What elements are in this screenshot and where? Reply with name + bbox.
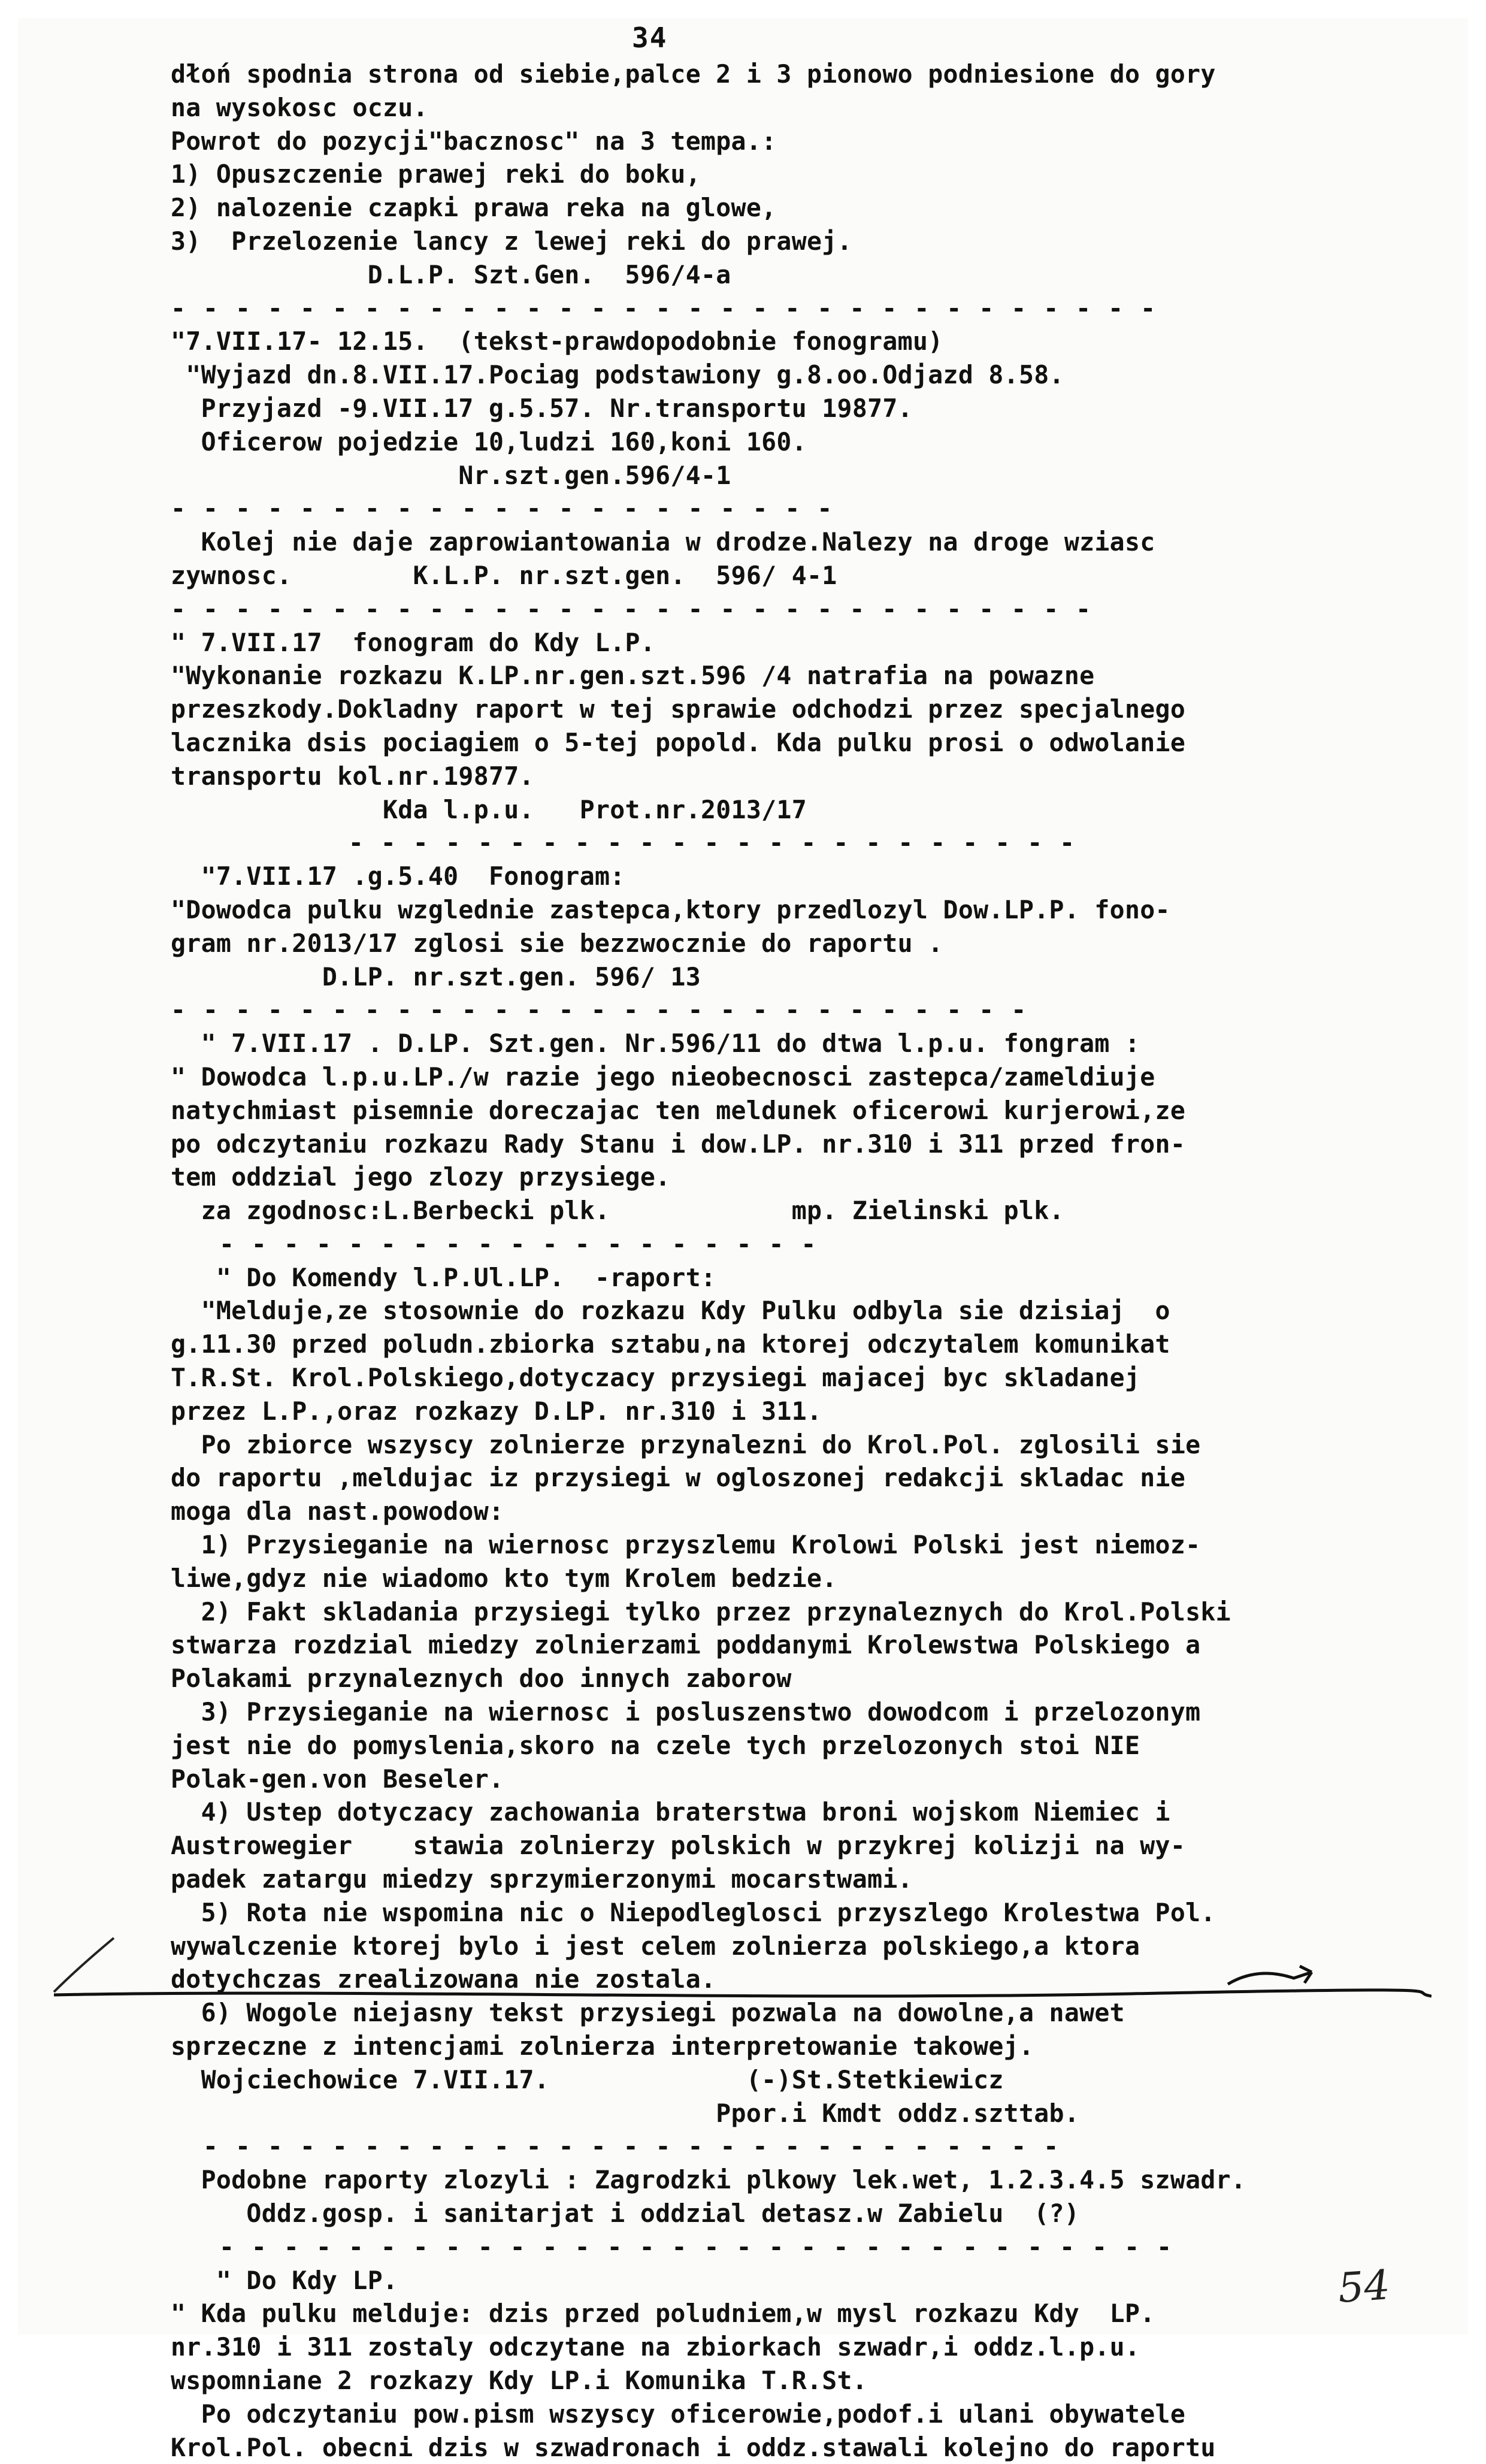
separator-dashes: - - - - - - - - - - - - - - - - - - - - - - - - - - - - - (171, 594, 1092, 624)
text-line: za zgodnosc:L.Berbecki plk. mp. Zielinski plk. (171, 1196, 1064, 1226)
separator-dashes: - - - - - - - - - - - - - - - - - - - - - (171, 494, 834, 524)
text-line: sprzeczne z intencjami zolnierza interpretowanie takowej. (171, 2031, 1034, 2061)
text-line: liwe,gdyz nie wiadomo kto tym Krolem bedzie. (171, 1563, 837, 1593)
text-line: lacznika dsis pociagiem o 5-tej popold. Kda pulku prosi o odwolanie (171, 727, 1186, 757)
text-line: na wysokosc oczu. (171, 92, 428, 122)
text-line: " 7.VII.17 fonogram do Kdy L.P. (171, 627, 656, 657)
text-line: Oddz.gosp. i sanitarjat i oddzial detasz.w Zabielu (?) (171, 2199, 1080, 2228)
page-number: 34 (632, 22, 668, 54)
text-line: jest nie do pomyslenia,skoro na czele tych przelozonych stoi NIE (171, 1730, 1140, 1760)
text-line: D.L.P. Szt.Gen. 596/4-a (171, 259, 731, 289)
text-line: przeszkody.Dokladny raport w tej sprawie odchodzi przez specjalnego (171, 694, 1186, 724)
separator-dashes: - - - - - - - - - - - - - - - - - - - - - - - - - - - (171, 2132, 1060, 2161)
text-line: moga dla nast.powodow: (171, 1496, 504, 1526)
text-line: " 7.VII.17 . D.LP. Szt.gen. Nr.596/11 do dtwa l.p.u. fongram : (171, 1029, 1140, 1059)
text-line: natychmiast pisemnie doreczajac ten meldunek oficerowi kurjerowi,ze (171, 1095, 1186, 1125)
text-line: Po odczytaniu pow.pism wszyscy oficerowie,podof.i ulani obywatele (171, 2399, 1186, 2429)
text-line: 3) Przelozenie lancy z lewej reki do prawej. (171, 226, 852, 256)
text-line: padek zatargu miedzy sprzymierzonymi mocarstwami. (171, 1864, 913, 1894)
text-line: Austrowegier stawia zolnierzy polskich w przykrej kolizji na wy- (171, 1831, 1186, 1861)
text-line: " Do Kdy LP. (171, 2265, 398, 2295)
text-line: g.11.30 przed poludn.zbiorka sztabu,na ktorej odczytalem komunikat (171, 1329, 1170, 1359)
text-line: wspomniane 2 rozkazy Kdy LP.i Komunika T.R.St. (171, 2365, 868, 2395)
separator-dashes: - - - - - - - - - - - - - - - - - - - - - - - - - - - - - - - (171, 293, 1157, 323)
text-line: Polakami przynaleznych doo innych zaborow (171, 1664, 792, 1694)
text-line: przez L.P.,oraz rozkazy D.LP. nr.310 i 311. (171, 1396, 822, 1426)
text-line: Krol.Pol. obecni dzis w szwadronach i oddz.stawali kolejno do raportu (171, 2432, 1216, 2462)
text-line: do raportu ,meldujac iz przysiegi w ogloszonej redakcji skladac nie (171, 1463, 1186, 1493)
text-line: "Wyjazd dn.8.VII.17.Pociag podstawiony g.8.oo.Odjazd 8.58. (171, 360, 1064, 390)
text-line: Ppor.i Kmdt oddz.szttab. (171, 2098, 1080, 2128)
text-line: 1) Przysieganie na wiernosc przyszlemu Krolowi Polski jest niemoz- (171, 1530, 1201, 1560)
text-line: Podobne raporty zlozyli : Zagrodzki plkowy lek.wet, 1.2.3.4.5 szwadr. (171, 2165, 1246, 2195)
text-line: zywnosc. K.L.P. nr.szt.gen. 596/ 4-1 (171, 560, 837, 590)
text-line: 3) Przysieganie na wiernosc i posluszenstwo dowodcom i przelozonym (171, 1697, 1201, 1727)
text-line: Przyjazd -9.VII.17 g.5.57. Nr.transportu 19877. (171, 393, 913, 423)
typewritten-text (171, 58, 1458, 2464)
handwritten-arrow-mark (1222, 1954, 1324, 2002)
text-line: dłoń spodnia strona od siebie,palce 2 i 3 pionowo podniesione do gory (171, 59, 1216, 89)
text-line: " Kda pulku melduje: dzis przed poludniem,w mysl rozkazu Kdy LP. (171, 2299, 1155, 2329)
text-line: " Do Komendy l.P.Ul.LP. -raport: (171, 1262, 716, 1292)
separator-dashes: - - - - - - - - - - - - - - - - - - - (171, 1229, 818, 1259)
text-line: nr.310 i 311 zostaly odczytane na zbiorkach szwadr,i oddz.l.p.u. (171, 2332, 1140, 2362)
text-line: transportu kol.nr.19877. (171, 761, 534, 791)
separator-dashes: - - - - - - - - - - - - - - - - - - - - - - - - - - - (171, 995, 1028, 1025)
text-line: stwarza rozdzial miedzy zolnierzami poddanymi Krolewstwa Polskiego a (171, 1630, 1201, 1660)
text-line: "Wykonanie rozkazu K.LP.nr.gen.szt.596 /4 natrafia na powazne (171, 661, 1095, 691)
text-line: "Melduje,ze stosownie do rozkazu Kdy Pulku odbyla sie dzisiaj o (171, 1296, 1170, 1326)
text-line: Polak-gen.von Beseler. (171, 1764, 504, 1794)
text-line: Powrot do pozycji"bacznosc" na 3 tempa.: (171, 126, 777, 156)
text-line: Kolej nie daje zaprowiantowania w drodze.Nalezy na droge wziasc (171, 527, 1155, 557)
handwritten-page-number: 54 (1336, 2262, 1392, 2312)
separator-dashes: - - - - - - - - - - - - - - - - - - - - - - - - - - - - - - (171, 2232, 1173, 2262)
text-line: gram nr.2013/17 zglosi sie bezzwocznie do raportu . (171, 928, 943, 958)
text-line: Wojciechowice 7.VII.17. (-)St.Stetkiewicz (171, 2064, 1004, 2094)
text-line: T.R.St. Krol.Polskiego,dotyczacy przysiegi majacej byc skladanej (171, 1363, 1140, 1393)
text-line: Po zbiorce wszyscy zolnierze przynalezni do Krol.Pol. zglosili sie (171, 1429, 1201, 1459)
text-line: "7.VII.17- 12.15. (tekst-prawdopodobnie fonogramu) (171, 326, 943, 356)
text-line: 2) nalozenie czapki prawa reka na glowe, (171, 193, 777, 223)
text-line: 4) Ustep dotyczacy zachowania braterstwa broni wojskom Niemiec i (171, 1797, 1170, 1827)
text-line: tem oddzial jego zlozy przysiege. (171, 1162, 671, 1192)
text-line: 2) Fakt skladania przysiegi tylko przez przynaleznych do Krol.Polski (171, 1597, 1231, 1626)
text-line: Nr.szt.gen.596/4-1 (171, 460, 731, 490)
text-line: Kda l.p.u. Prot.nr.2013/17 (171, 794, 807, 824)
text-line: 6) Wogole niejasny tekst przysiegi pozwala na dowolne,a nawet (171, 1998, 1125, 2028)
text-line: dotychczas zrealizowana nie zostala. (171, 1964, 716, 1994)
text-line: " Dowodca l.p.u.LP./w razie jego nieobecnosci zastepca/zameldiuje (171, 1062, 1155, 1092)
text-line: "Dowodca pulku wzglednie zastepca,ktory przedlozyl Dow.LP.P. fono- (171, 894, 1170, 924)
text-line: "7.VII.17 .g.5.40 Fonogram: (171, 861, 625, 891)
text-line: D.LP. nr.szt.gen. 596/ 13 (171, 962, 701, 991)
separator-dashes: - - - - - - - - - - - - - - - - - - - - - - - (171, 828, 1076, 858)
text-line: wywalczenie ktorej bylo i jest celem zolnierza polskiego,a ktora (171, 1931, 1140, 1961)
text-line: 5) Rota nie wspomina nic o Niepodleglosci przyszlego Krolestwa Pol. (171, 1897, 1216, 1927)
text-line: Oficerow pojedzie 10,ludzi 160,koni 160. (171, 427, 807, 456)
text-line: 1) Opuszczenie prawej reki do boku, (171, 159, 701, 189)
text-line: po odczytaniu rozkazu Rady Stanu i dow.LP. nr.310 i 311 przed fron- (171, 1129, 1186, 1159)
